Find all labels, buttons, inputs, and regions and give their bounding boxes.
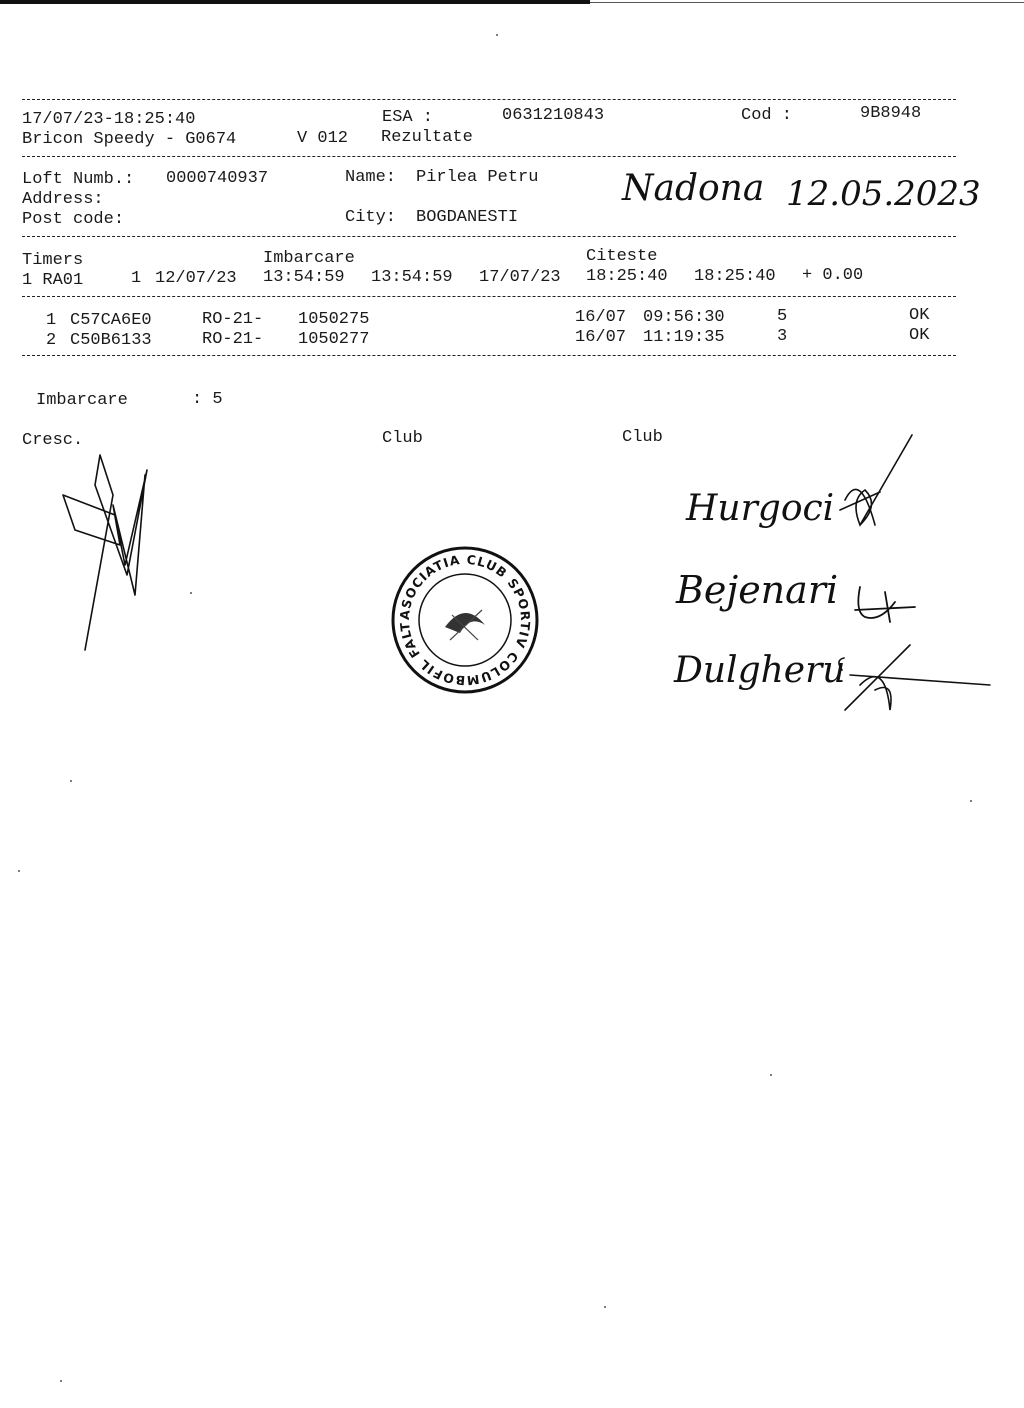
postcode-label: Post code:: [22, 210, 125, 229]
read-time-1: 18:25:40: [586, 267, 668, 286]
result-position: 1: [46, 311, 57, 330]
breeder-signature: [55, 445, 175, 665]
timer-id: 1 RA01: [22, 271, 84, 290]
city-label: City:: [345, 208, 397, 227]
separator-2: [22, 156, 956, 157]
device-name: Bricon Speedy - G0674: [22, 130, 237, 149]
scan-speck: [496, 34, 498, 36]
separator-3: [22, 236, 956, 237]
esa-label: ESA :: [382, 108, 434, 127]
imbarcare-label: Imbarcare: [36, 391, 128, 410]
result-date: 16/07: [575, 308, 627, 327]
name-label: Name:: [345, 168, 397, 187]
club-label-1: Club: [382, 429, 423, 448]
scan-speck: [190, 592, 192, 594]
club-stamp: [384, 533, 540, 695]
embark-time-2: 13:54:59: [371, 268, 453, 287]
result-chip: C50B6133: [70, 331, 152, 350]
result-time: 11:19:35: [643, 328, 725, 347]
city-value: BOGDANESTI: [416, 208, 519, 227]
cod-value: 9B8948: [860, 104, 922, 123]
result-country: RO-21-: [202, 310, 264, 329]
result-count: 3: [777, 327, 788, 346]
scan-speck: [18, 870, 20, 872]
handwritten-place: Nadona: [622, 168, 765, 209]
cod-label: Cod :: [741, 106, 793, 125]
device-version: V 012: [297, 129, 349, 148]
result-status: OK: [909, 306, 930, 325]
committee-signature-mark-2: [855, 582, 935, 642]
scan-speck: [604, 1306, 606, 1308]
committee-name-1: Hurgoci: [686, 488, 835, 529]
breeder-label: Cresc.: [22, 431, 84, 450]
scan-speck: [60, 1380, 62, 1382]
result-ring: 1050277: [298, 330, 370, 349]
separator-4: [22, 296, 956, 297]
committee-name-3: Dulgheru: [674, 650, 846, 691]
read-date: 17/07/23: [479, 268, 561, 287]
result-country: RO-21-: [202, 330, 264, 349]
loft-label: Loft Numb.:: [22, 170, 135, 189]
result-time: 09:56:30: [643, 308, 725, 327]
scan-speck: [770, 1074, 772, 1076]
report-type: Rezultate: [381, 128, 473, 147]
committee-name-2: Bejenari: [676, 568, 839, 612]
citeste-header: Citeste: [586, 247, 658, 266]
loft-value: 0000740937: [166, 169, 269, 188]
committee-signature-mark-3: [830, 640, 1000, 720]
stamp-text: ASOCIATIA CLUB SPORTIV COLUMBOFIL FALTICENI: [384, 533, 534, 689]
clock-deviation: + 0.00: [802, 266, 864, 285]
top-edge-bar: [0, 0, 590, 4]
timer-index: 1: [131, 269, 142, 288]
committee-signature-mark-1: [820, 430, 940, 550]
club-label-2: Club: [622, 428, 663, 447]
result-position: 2: [46, 331, 57, 350]
result-date: 16/07: [575, 328, 627, 347]
result-count: 5: [777, 307, 788, 326]
imbarcare-value: : 5: [192, 390, 223, 409]
top-edge-line: [590, 2, 1024, 3]
name-value: Pirlea Petru: [416, 168, 539, 187]
scan-speck: [70, 780, 72, 782]
timers-header: Timers: [22, 251, 84, 270]
handwritten-date: 12.05.2023: [786, 174, 981, 214]
report-datetime: 17/07/23-18:25:40: [22, 110, 196, 129]
result-chip: C57CA6E0: [70, 311, 152, 330]
separator-1: [22, 99, 956, 100]
address-label: Address:: [22, 190, 104, 209]
scan-speck: [970, 800, 972, 802]
esa-value: 0631210843: [502, 106, 605, 125]
separator-5: [22, 355, 956, 356]
result-status: OK: [909, 326, 930, 345]
embark-date: 12/07/23: [155, 269, 237, 288]
result-ring: 1050275: [298, 310, 370, 329]
imbarcare-header: Imbarcare: [263, 249, 355, 268]
read-time-2: 18:25:40: [694, 267, 776, 286]
embark-time-1: 13:54:59: [263, 268, 345, 287]
